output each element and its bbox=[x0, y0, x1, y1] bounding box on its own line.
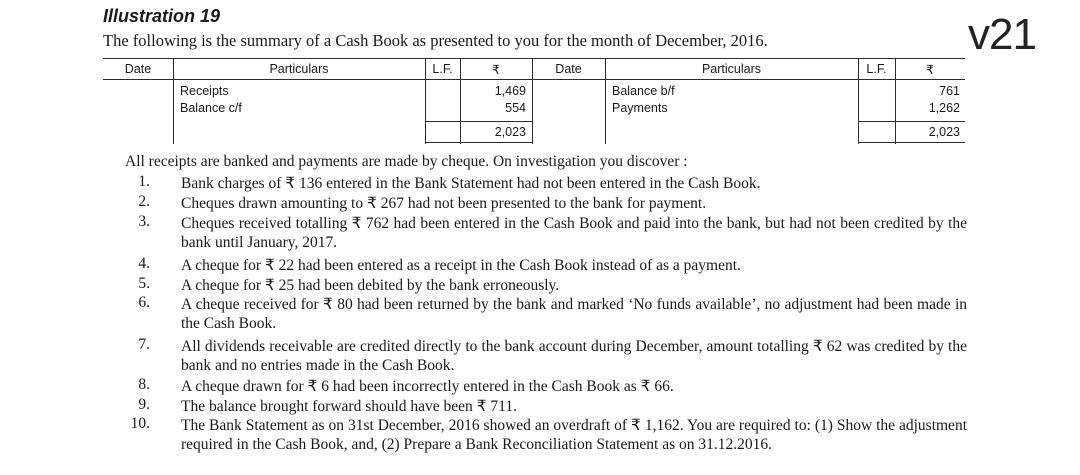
item-number: 7. bbox=[138, 336, 150, 353]
credit-particulars-cell: Payments bbox=[612, 101, 668, 115]
item-text: A cheque for ₹ 22 had been entered as a receipt in the Cash Book instead of as a payment. bbox=[181, 257, 741, 274]
item-text: Bank charges of ₹ 136 entered in the Bank Statement had not been entered in the Cash Book. bbox=[181, 175, 761, 192]
header-lf-right: L.F. bbox=[866, 62, 887, 76]
item-text: All dividends receivable are credited directly to the bank account during December, amount totalling ₹ 62 was credited by the bank and no entries made in the Cash Book. bbox=[181, 338, 967, 374]
item-text: A cheque drawn for ₹ 6 had been incorrectly entered in the Cash Book as ₹ 66. bbox=[181, 378, 674, 395]
header-lf-left: L.F. bbox=[432, 62, 453, 76]
debit-particulars-cell: Receipts bbox=[180, 84, 229, 98]
intro-text: The following is the summary of a Cash Book as presented to you for the month of December, 2016. bbox=[103, 31, 768, 50]
item-number: 2. bbox=[138, 193, 150, 210]
header-amount-left: ₹ bbox=[492, 63, 500, 77]
debit-particulars-cell: Balance c/f bbox=[180, 101, 242, 115]
item-text: The balance brought forward should have been ₹ 711. bbox=[181, 398, 517, 415]
item-number: 4. bbox=[138, 255, 150, 272]
item-number: 1. bbox=[138, 173, 150, 190]
header-date-right: Date bbox=[555, 62, 582, 76]
item-number: 3. bbox=[138, 213, 150, 230]
item-text: A cheque received for ₹ 80 had been returned by the bank and marked ‘No funds available’, no adjustment had been made in the Cash Book. bbox=[181, 296, 967, 332]
lead-paragraph: All receipts are banked and payments are made by cheque. On investigation you discover : bbox=[125, 153, 688, 170]
illustration-heading: Illustration 19 bbox=[103, 6, 221, 26]
item-text: A cheque for ₹ 25 had been debited by the bank erroneously. bbox=[181, 277, 560, 294]
header-amount-right: ₹ bbox=[926, 63, 934, 77]
credit-amount-cell: 1,262 bbox=[928, 101, 960, 115]
header-particulars-right: Particulars bbox=[701, 62, 762, 76]
credit-amount-cell: 761 bbox=[939, 84, 960, 98]
header-date-left: Date bbox=[124, 62, 152, 76]
debit-amount-cell: 554 bbox=[505, 101, 526, 115]
debit-amount-cell: 1,469 bbox=[494, 84, 526, 98]
item-number: 9. bbox=[138, 396, 150, 413]
item-number: 5. bbox=[138, 275, 150, 292]
version-watermark: v21 bbox=[968, 10, 1036, 59]
item-text: Cheques received totalling ₹ 762 had been entered in the Cash Book and paid into the bank, but had not been credited by the bank until January, 2017. bbox=[181, 215, 967, 251]
item-number: 6. bbox=[138, 294, 150, 311]
item-text: Cheques drawn amounting to ₹ 267 had not been presented to the bank for payment. bbox=[181, 195, 707, 212]
header-particulars-left: Particulars bbox=[269, 62, 329, 76]
cash-book-table bbox=[103, 58, 965, 144]
item-number: 8. bbox=[138, 376, 150, 393]
item-text: The Bank Statement as on 31st December, 2016 showed an overdraft of ₹ 1,162. You are required to: (1) Show the adjustment required in the Cash Book, and, (2) Prepare a Bank Reconciliation Statement as on 31.12.2016. bbox=[181, 417, 967, 453]
debit-total-cell: 2,023 bbox=[494, 125, 526, 139]
credit-total-cell: 2,023 bbox=[928, 125, 960, 139]
item-number: 10. bbox=[130, 415, 150, 432]
credit-particulars-cell: Balance b/f bbox=[612, 84, 675, 98]
